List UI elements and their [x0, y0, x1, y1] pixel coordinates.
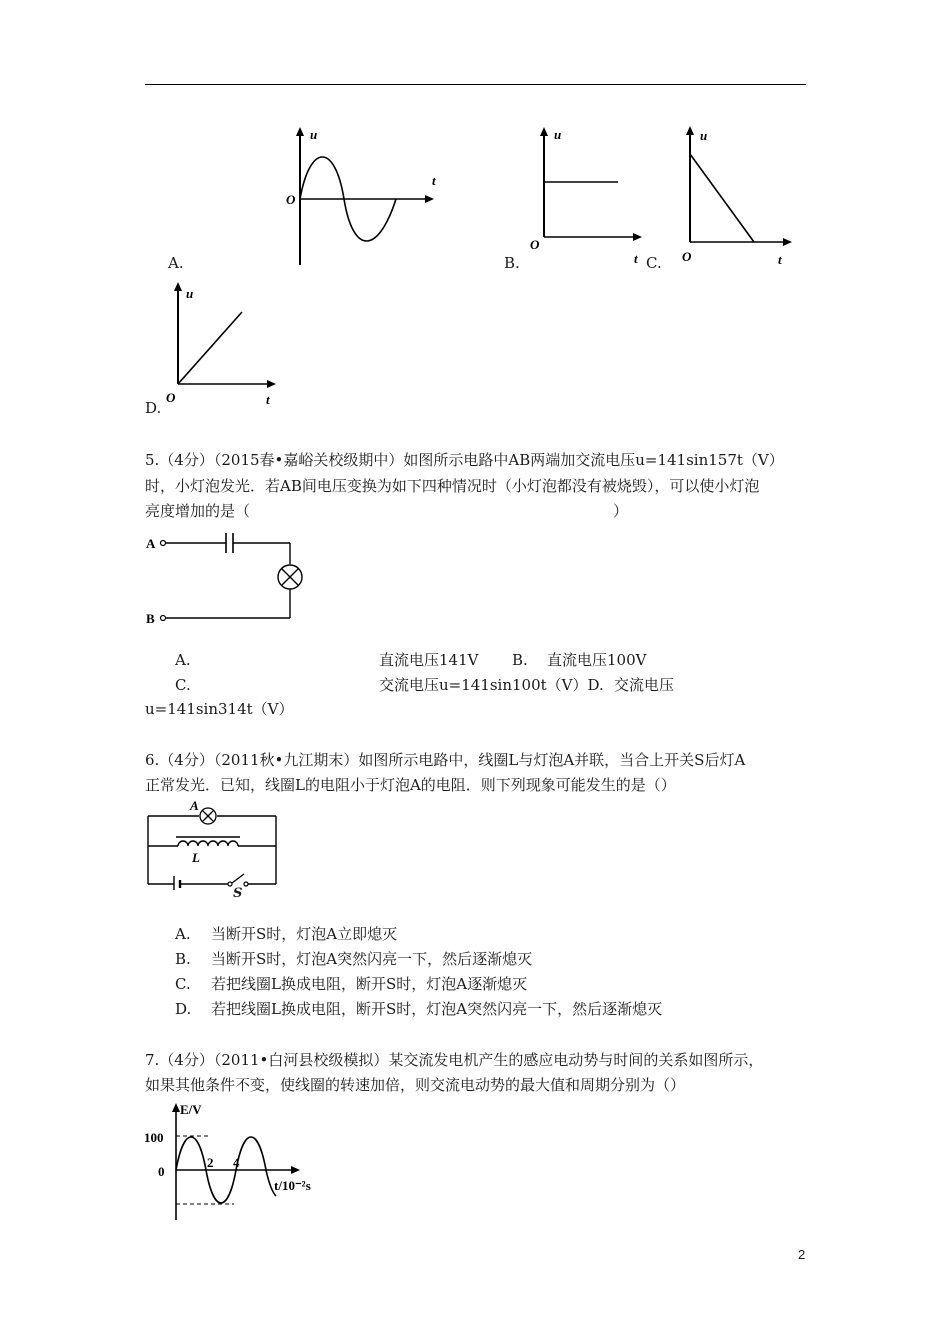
- page-number: 2: [798, 1247, 806, 1262]
- graph-a-origin: O: [286, 192, 296, 207]
- q7-emf-graph: [140, 1098, 340, 1223]
- graph-a-u-label: u: [310, 127, 318, 142]
- q5-option-d-continued: u=141sin314t（V）: [145, 700, 294, 718]
- q5-line-1: 5.（4分）（2015春•嘉峪关校级期中）如图所示电路中AB两端加交流电压u=141sin157t（V）: [145, 451, 784, 469]
- q7-y-tick-100: 100: [144, 1130, 164, 1145]
- header-rule: [145, 84, 806, 85]
- q6-option-b-text: 当断开S时，灯泡A突然闪亮一下，然后逐渐熄灭: [211, 950, 533, 968]
- q5-option-d-text: 交流电压: [614, 676, 675, 694]
- graph-b-origin: O: [530, 237, 540, 252]
- graph-c-t-label: t: [778, 252, 782, 267]
- graph-b-t-label: t: [634, 251, 638, 266]
- q5-option-a-key: A.: [175, 651, 191, 669]
- q4-option-c-label: C.: [646, 254, 662, 272]
- q7-y-tick-0: 0: [158, 1164, 165, 1179]
- q6-option-d-text: 若把线圈L换成电阻，断开S时，灯泡A突然闪亮一下，然后逐渐熄灭: [211, 1000, 663, 1018]
- q6-line-2: 正常发光．已知，线圈L的电阻小于灯泡A的电阻．则下列现象可能发生的是（）: [145, 776, 676, 794]
- graph-d-increasing: [162, 278, 292, 408]
- q4-option-d-label: D.: [145, 399, 162, 417]
- q5-circuit-b-label: B: [146, 611, 155, 626]
- q5-line-3-left: 亮度增加的是（: [145, 502, 251, 520]
- q5-option-c-text: 交流电压u=141sin100t（V）D.: [379, 676, 604, 694]
- q7-x-tick-2: 2: [207, 1155, 214, 1170]
- graph-b-constant: [526, 125, 656, 270]
- graph-a-sine: [280, 125, 440, 270]
- q4-option-b-label: B.: [504, 254, 520, 272]
- q6-option-b-key: B.: [175, 950, 191, 968]
- q7-y-axis-label: E/V: [180, 1102, 202, 1117]
- q7-x-axis-label: t/10⁻²s: [274, 1178, 311, 1193]
- graph-d-t-label: t: [266, 392, 270, 407]
- q6-option-c-text: 若把线圈L换成电阻，断开S时，灯泡A逐渐熄灭: [211, 975, 528, 993]
- q6-circuit-l-label: L: [192, 850, 200, 865]
- q5-option-b-key: B.: [512, 651, 528, 669]
- q5-option-a-text: 直流电压141V: [379, 651, 479, 669]
- q5-circuit-diagram: [140, 528, 310, 633]
- graph-d-u-label: u: [186, 286, 194, 301]
- q6-option-a-key: A.: [175, 925, 191, 943]
- q6-circuit-diagram: [140, 798, 285, 890]
- q6-line-1: 6.（4分）（2011秋•九江期末）如图所示电路中，线圈L与灯泡A并联，当合上开关S后灯A: [145, 751, 746, 769]
- q5-line-2: 时，小灯泡发光．若AB间电压变换为如下四种情况时（小灯泡都没有被烧毁），可以使小灯泡: [145, 477, 760, 495]
- graph-c-u-label: u: [700, 128, 708, 143]
- q5-option-c-key: C.: [175, 676, 191, 694]
- graph-b-u-label: u: [554, 127, 562, 142]
- q5-option-b-text: 直流电压100V: [547, 651, 647, 669]
- q6-option-a-text: 当断开S时，灯泡A立即熄灭: [211, 925, 398, 943]
- q5-circuit-a-label: A: [146, 536, 156, 551]
- q7-x-tick-4: 4: [233, 1155, 240, 1170]
- q6-option-c-key: C.: [175, 975, 191, 993]
- graph-a-t-label: t: [432, 173, 436, 188]
- q5-line-3-right: ）: [613, 502, 629, 520]
- q6-circuit-a-label: A: [190, 798, 199, 813]
- q7-line-1: 7.（4分）（2011•白河县校级模拟）某交流发电机产生的感应电动势与时间的关系如图所示，: [145, 1051, 764, 1069]
- q6-option-d-key: D.: [175, 1000, 192, 1018]
- q7-line-2: 如果其他条件不变，使线圈的转速加倍，则交流电动势的最大值和周期分别为（）: [145, 1076, 686, 1094]
- q4-option-a-label: A.: [168, 254, 184, 272]
- q6-circuit-s-label: S: [233, 886, 243, 901]
- graph-c-origin: O: [682, 249, 692, 264]
- graph-c-decreasing: [676, 122, 806, 267]
- graph-d-origin: O: [166, 390, 176, 405]
